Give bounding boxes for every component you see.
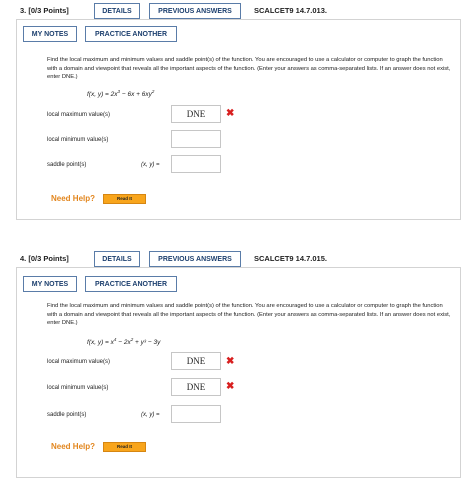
saddle-input[interactable]	[171, 155, 221, 173]
need-help-label: Need Help?	[51, 442, 96, 451]
x-icon: ✖	[226, 381, 235, 392]
question-prompt: Find the local maximum and minimum values and saddle point(s) of the function. You are encouraged to use a calculator or computer to graph the function with a domain and viewpoint that reveals all the important aspects of the function. (Enter your answers as comma-separated lists. If an answer does not exist, enter DNE.)	[47, 303, 451, 326]
question-box	[16, 267, 461, 478]
local-min-label: local minimum value(s)	[47, 385, 109, 391]
saddle-input[interactable]	[171, 405, 221, 423]
x-icon: ✖	[226, 356, 235, 367]
local-min-input[interactable]	[171, 130, 221, 148]
need-help-label: Need Help?	[51, 194, 96, 203]
previous-answers-button[interactable]: PREVIOUS ANSWERS	[149, 251, 241, 267]
question-prompt: Find the local maximum and minimum values and saddle point(s) of the function. You are encouraged to use a calculator or computer to graph the function with a domain and viewpoint that reveals all the important aspects of the function. (Enter your answers as comma-separated lists. If an answer does not exist, enter DNE.)	[47, 57, 451, 80]
saddle-xy-label: (x, y) =	[141, 162, 160, 168]
question-3	[16, 0, 461, 220]
read-it-button[interactable]: Read It	[103, 194, 146, 204]
local-min-label: local minimum value(s)	[47, 137, 109, 143]
function-expression: f(x, $y) = 2x^3 - 6x + 6xy^2$	[87, 89, 155, 99]
my-notes-button[interactable]: MY NOTES	[23, 276, 77, 292]
saddle-xy-label: (x, y) =	[141, 412, 160, 418]
previous-answers-button[interactable]: PREVIOUS ANSWERS	[149, 3, 241, 19]
function-expression: f(x, $y) = x^4 - 2x^2 + y^3 - 3y$	[87, 337, 161, 347]
local-max-label: local maximum value(s)	[47, 112, 111, 118]
question-code: SCALCET9 14.7.013.	[254, 6, 327, 15]
local-max-input[interactable]	[171, 352, 221, 370]
practice-another-button[interactable]: PRACTICE ANOTHER	[85, 276, 177, 292]
practice-another-button[interactable]: PRACTICE ANOTHER	[85, 26, 177, 42]
question-number-points: 3. [0/3 Points]	[20, 6, 69, 15]
question-box	[16, 19, 461, 220]
saddle-label: saddle point(s)	[47, 412, 87, 418]
local-max-label: local maximum value(s)	[47, 359, 111, 365]
question-4	[16, 248, 461, 478]
local-max-input[interactable]	[171, 105, 221, 123]
details-button[interactable]: DETAILS	[94, 3, 140, 19]
saddle-label: saddle point(s)	[47, 162, 87, 168]
x-icon: ✖	[226, 108, 235, 119]
read-it-button[interactable]: Read It	[103, 442, 146, 452]
question-code: SCALCET9 14.7.015.	[254, 254, 327, 263]
local-min-input[interactable]	[171, 378, 221, 396]
question-number-points: 4. [0/3 Points]	[20, 254, 69, 263]
details-button[interactable]: DETAILS	[94, 251, 140, 267]
my-notes-button[interactable]: MY NOTES	[23, 26, 77, 42]
